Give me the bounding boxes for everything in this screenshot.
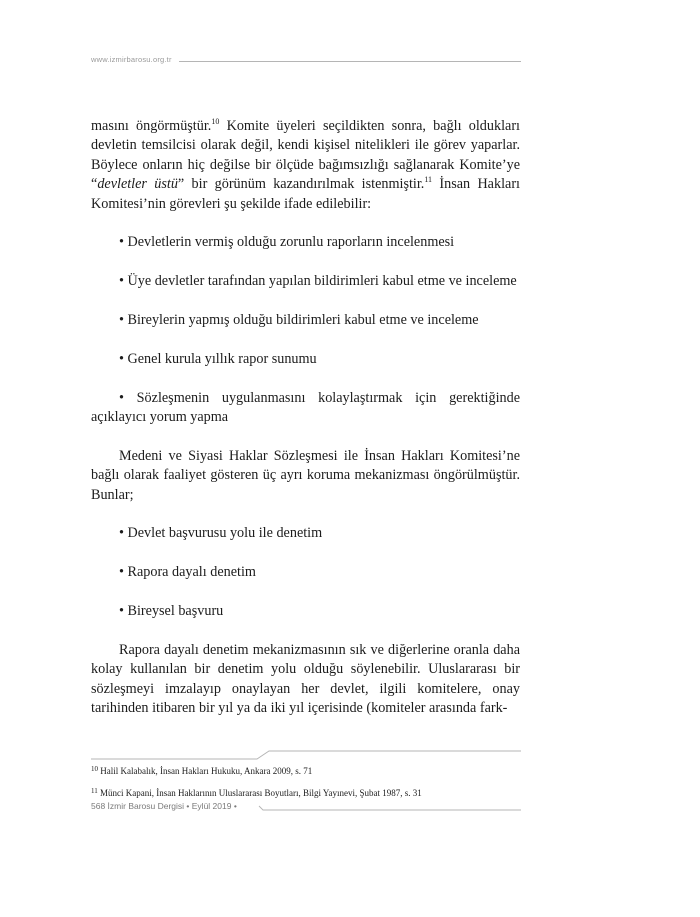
footnote-text: Halil Kalabalık, İnsan Hakları Hukuku, Ankara 2009, s. 71 bbox=[100, 766, 313, 776]
paragraph-3: Rapora dayalı denetim mekanizmasının sık ve diğerlerine oranla daha kolay kullanılan bir denetim yolu olduğu söylenebilir. Uluslararası bir sözleşmeyi imzalayıp onaylayan her devlet, ilgili komitelere, onay tarihinden itibaren bir yıl ya da iki yıl içerisinde (komiteler arasında fark- bbox=[91, 641, 520, 717]
footnote-number: 11 bbox=[91, 787, 98, 795]
bullet-item: • Rapora dayalı denetim bbox=[119, 564, 256, 581]
page-footer bbox=[91, 800, 521, 816]
p1-text-d: İnsan Hakları Komitesi’nin görevleri şu şekilde ifade edilebilir: bbox=[91, 176, 520, 212]
footnote-number: 10 bbox=[91, 765, 98, 773]
footnote-separator bbox=[91, 744, 521, 760]
bullet-item: • Devletlerin vermiş olduğu zorunlu raporların incelenmesi bbox=[119, 234, 455, 251]
bullet-item: • Sözleşmenin uygulanmasını kolaylaştırmak için gerektiğinde açıklayıcı yorum yapma bbox=[91, 389, 520, 426]
header-url: www.izmirbarosu.org.tr bbox=[91, 55, 172, 64]
footnote-ref-10: 10 bbox=[211, 117, 220, 126]
footnote-text: Münci Kapani, İnsan Haklarının Uluslararası Boyutları, Bilgi Yayınevi, Şubat 1987, s. 31 bbox=[100, 788, 422, 798]
p1-italic: devletler üstü bbox=[97, 176, 178, 193]
header-rule bbox=[179, 61, 521, 62]
paragraph-2: Medeni ve Siyasi Haklar Sözleşmesi ile İnsan Hakları Komitesi’ne bağlı olarak faaliyet gösteren üç ayrı koruma mekanizması öngörülmüştür. Bunlar; bbox=[91, 447, 520, 503]
paragraph-1 bbox=[91, 117, 520, 214]
body-text bbox=[91, 117, 520, 718]
footnote-11 bbox=[91, 788, 521, 799]
p1-text-b: Komite üyeleri seçildikten sonra, bağlı oldukları devletin temsilcisi olarak değil, kendi kişisel nitelikleri ile görev yaparlar. Böylece onların hiç değilse bir ölçüde bağımsızlığı sağlanarak Komite’ye “ bbox=[91, 118, 520, 193]
bullet-item: • Devlet başvurusu yolu ile denetim bbox=[119, 525, 323, 542]
bullet-item: • Bireylerin yapmış olduğu bildirimleri kabul etme ve inceleme bbox=[119, 312, 479, 329]
bullet-item: • Üye devletler tarafından yapılan bildirimleri kabul etme ve inceleme bbox=[119, 273, 517, 290]
bullet-item: • Bireysel başvuru bbox=[119, 603, 224, 620]
p1-text-a: masını öngörmüştür. bbox=[91, 118, 212, 134]
footnote-10 bbox=[91, 766, 521, 777]
footnote-ref-11: 11 bbox=[424, 175, 433, 185]
page-header bbox=[91, 54, 521, 68]
footer-text: 568 İzmir Barosu Dergisi • Eylül 2019 • bbox=[91, 801, 237, 811]
p1-text-c: ” bir görünüm kazandırılmak istenmiştir. bbox=[177, 176, 425, 193]
bullet-item: • Genel kurula yıllık rapor sunumu bbox=[119, 350, 317, 367]
